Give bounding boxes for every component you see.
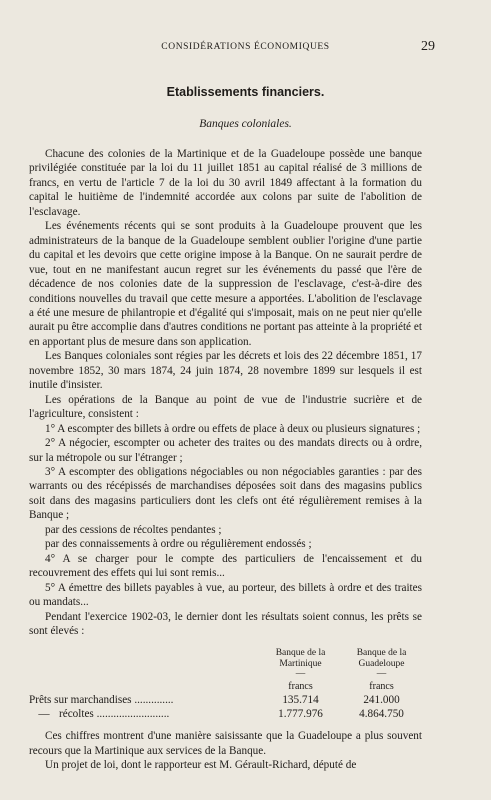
subsection-title: Banques coloniales.: [199, 118, 292, 130]
running-title: CONSIDÉRATIONS ÉCONOMIQUES: [161, 42, 330, 52]
section-title: Etablissements financiers.: [166, 85, 325, 99]
row-value-martinique: 135.714: [282, 694, 319, 707]
unit-label: francs: [288, 681, 313, 693]
page-number: 29: [421, 39, 435, 54]
table-header: [29, 648, 422, 678]
paragraph: 5° A émettre des billets payables à vue, au porteur, des billets à ordre et des traites ou mandats...: [29, 581, 422, 609]
column-header-martinique: Banque de la Martinique —: [275, 648, 326, 680]
paragraph: Chacune des colonies de la Martinique et de la Guadeloupe possède une banque privilégiée constituée par la loi du 11 juillet 1851 au capital réalisé de 3 millions de francs, en vertu de l'article 7 de la loi du 30 avril 1849 affectant à la formation du capital le huitième de l'indemnité accordée aux colons par suite de l'abolition de l'esclavage.: [29, 148, 422, 218]
loans-table: [29, 648, 422, 721]
paragraph: par des connaissements à ordre ou régulièrement endossés ;: [45, 538, 312, 551]
paragraph: Les opérations de la Banque au point de vue de l'industrie sucrière et de l'agriculture, consistent :: [29, 393, 422, 421]
paragraph: Pendant l'exercice 1902-03, le dernier dont les résultats soient connus, les prêts se sont élevés :: [29, 610, 422, 637]
paragraph: 2° A négocier, escompter ou acheter des traites ou des mandats directs ou à ordre, sur la métropole ou sur l'étranger ;: [29, 437, 422, 464]
row-label: — récoltes ..........................: [29, 707, 260, 721]
page-header: [38, 40, 453, 56]
paragraph: par des cessions de récoltes pendantes ;: [45, 523, 222, 536]
paragraph: Un projet de loi, dont le rapporteur est M. Gérault-Richard, député de: [45, 759, 357, 772]
column-header-guadeloupe: Banque de la Guadeloupe —: [356, 648, 407, 680]
paragraph: Ces chiffres montrent d'une manière saisissante que la Guadeloupe a plus souvent recours que la Martinique aux services de la Banque.: [29, 730, 422, 757]
paragraph: 3° A escompter des obligations négociables ou non négociables garanties : par des warrants ou des récépissés de marchandises déposées soit dans des magasins publics soit dans des magasins particuliers dont les clefs ont été régulièrement remises à la Banque ;: [29, 465, 422, 522]
row-value-guadeloupe: 4.864.750: [359, 708, 404, 721]
row-label: Prêts sur marchandises ..............: [29, 694, 174, 707]
paragraph: Les événements récents qui se sont produits à la Guadeloupe prouvent que les administrateurs de la banque de la Guadeloupe semblent oublier l'origine d'une partie du capital et les devoirs que cette origine impose à la Banque. On ne saurait perdre de vue, tout en ne manifestant aucun regret sur les événements du passé que l'ère de décadence de nos colonies date de la suppression de l'esclavage, c'est-à-dire des conditions nouvelles du travail que cette mesure a apportées. L'abolition de l'esclavage a été une mesure de philantropie et d'égalité qui s'imposait, mais on ne peut nier qu'elle aurait pu être accomplie dans d'autres conditions ne portant pas atteinte à la propriété et en apportant plus de mesure dans son application.: [29, 220, 422, 348]
table-row: [29, 707, 422, 721]
unit-label: francs: [369, 681, 394, 693]
row-value-guadeloupe: 241.000: [363, 694, 400, 707]
row-value-martinique: 1.777.976: [278, 708, 323, 721]
table-row: [29, 693, 422, 707]
table-units: [29, 680, 422, 693]
paragraph: Les Banques coloniales sont régies par les décrets et lois des 22 décembre 1851, 17 novembre 1852, 30 mars 1874, 24 juin 1874, 28 novembre 1899 sur lesquels il est inutile d'insister.: [29, 350, 422, 392]
body-text: [29, 147, 422, 773]
ditto-mark: —: [38, 708, 50, 721]
paragraph: 1° A escompter des billets à ordre ou effets de place à deux ou plusieurs signatures ;: [45, 422, 421, 435]
paragraph: 4° A se charger pour le compte des particuliers de l'encaissement et du recouvrement des effets qui lui sont remis...: [29, 552, 422, 580]
